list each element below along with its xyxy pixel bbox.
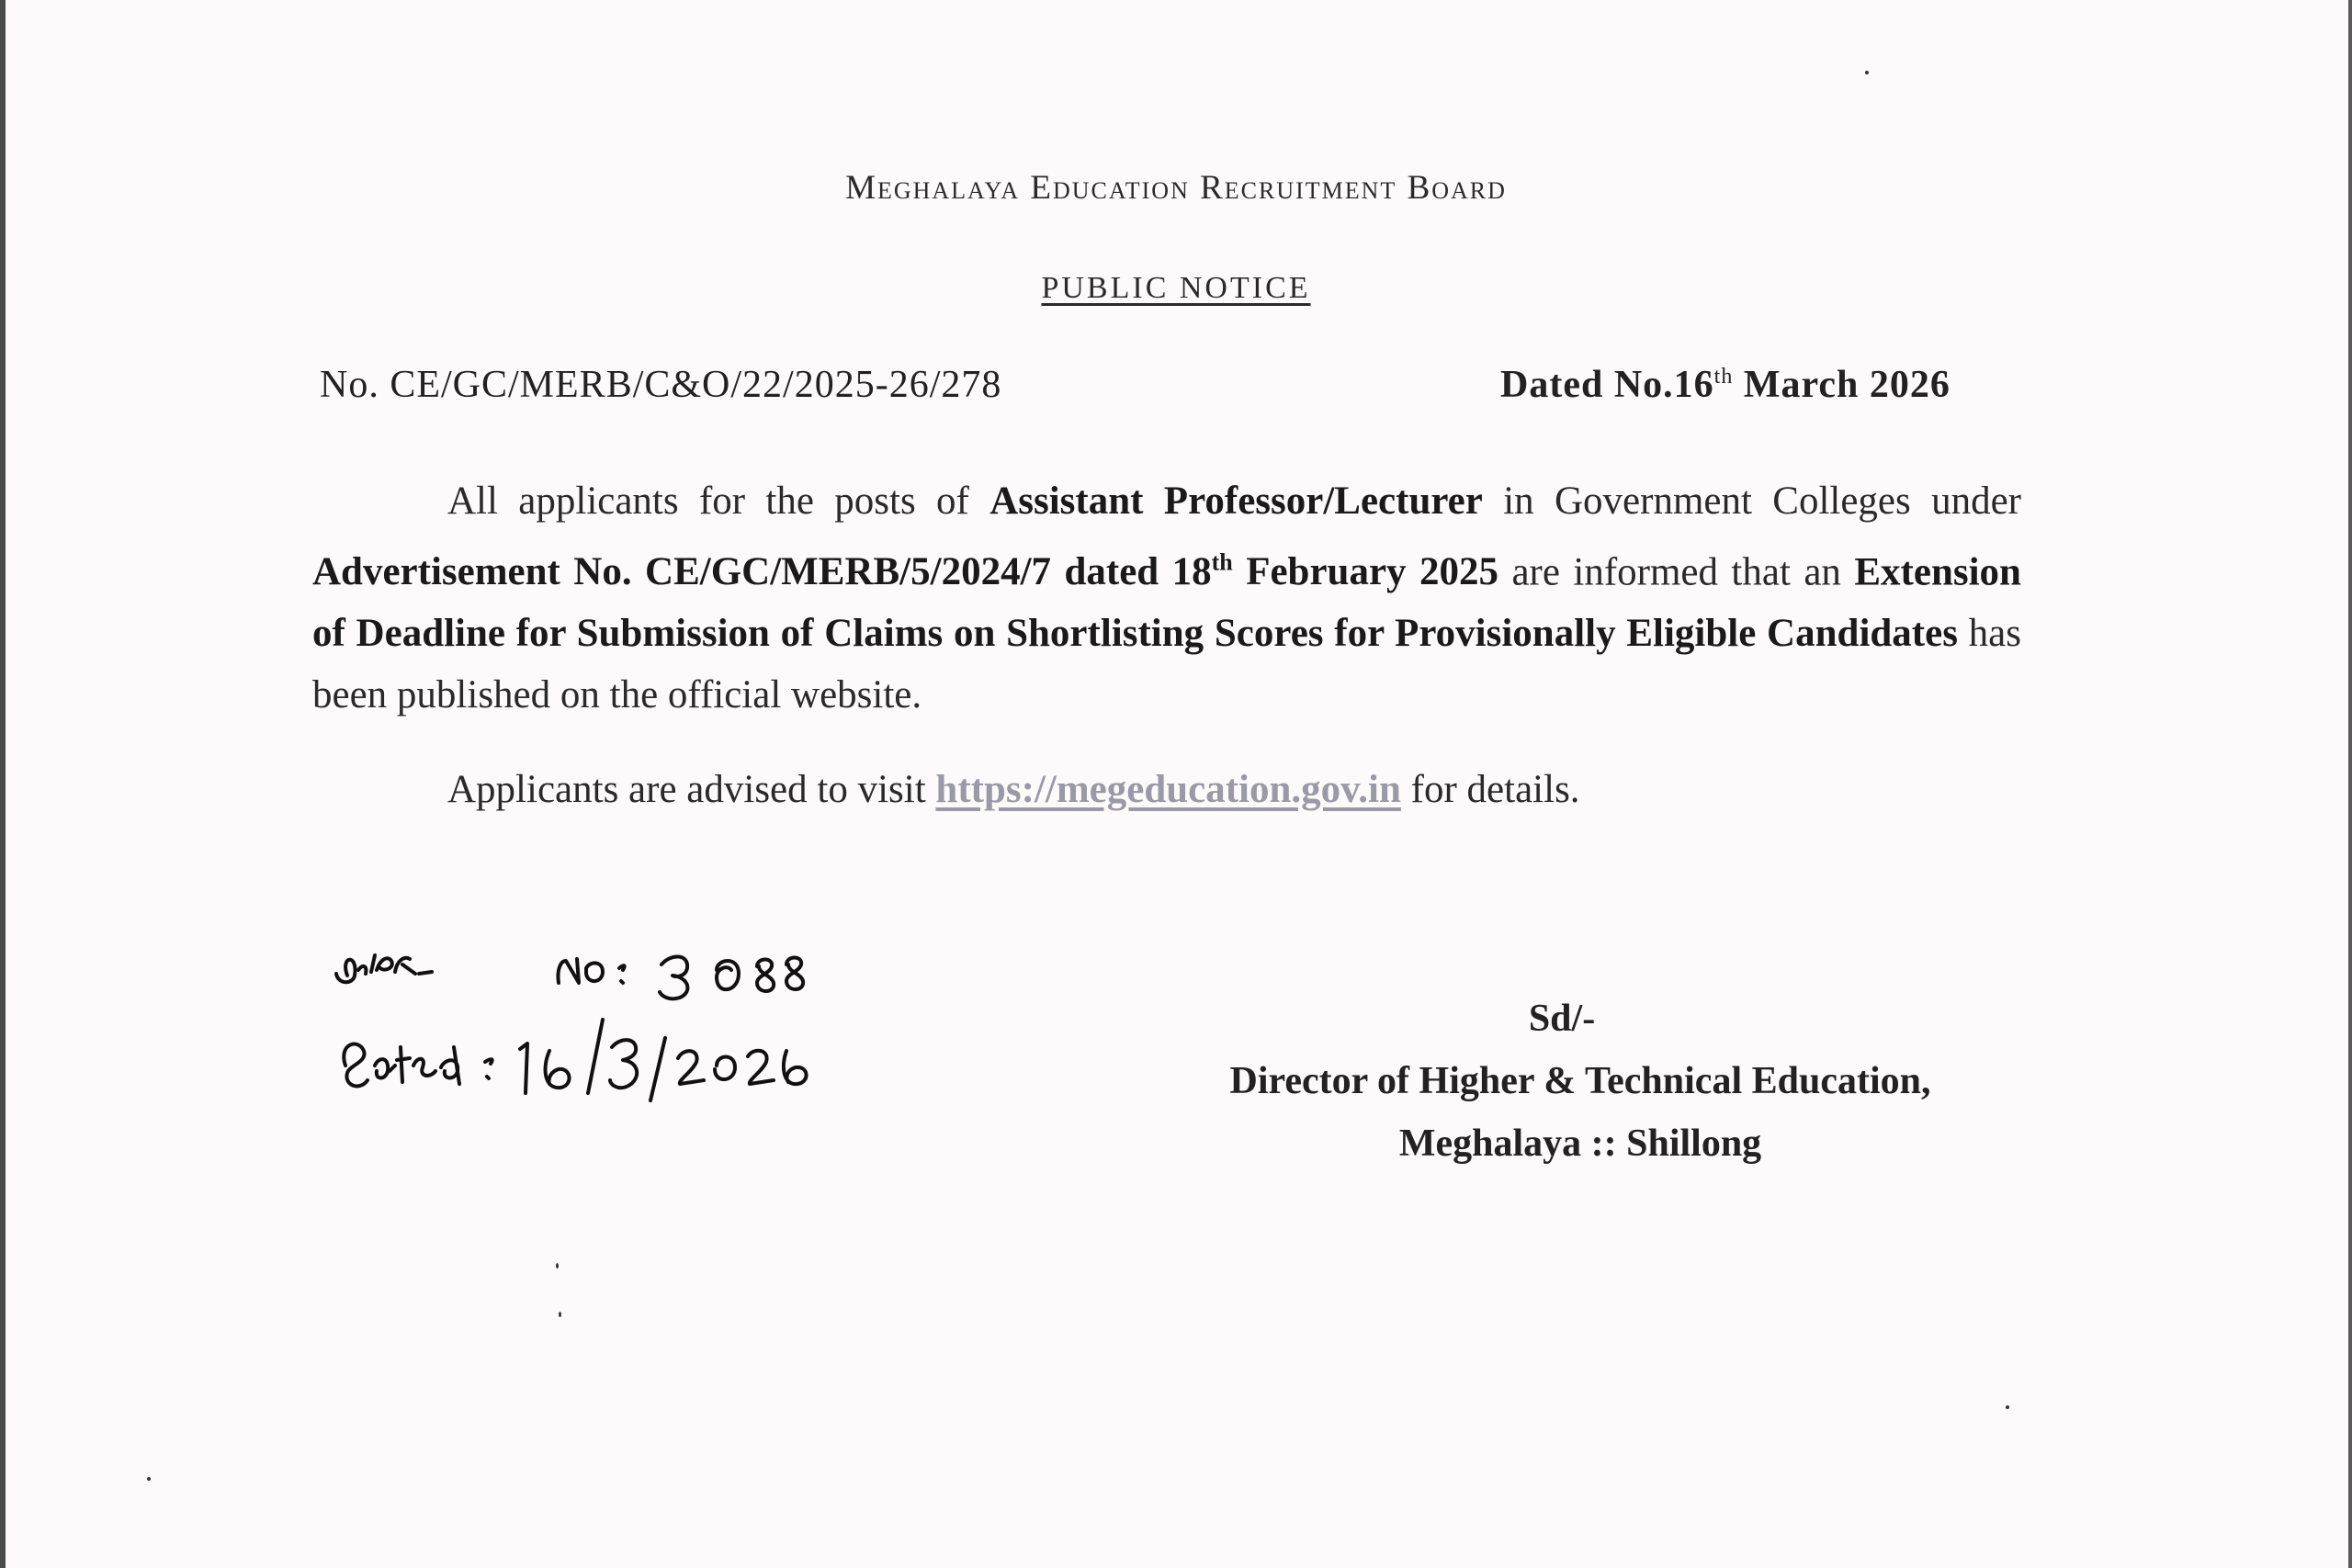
post-name: Assistant Professor/Lecturer (989, 479, 1483, 523)
reference-date (1500, 363, 1951, 407)
website-link[interactable]: https://megeducation.gov.in (935, 768, 1401, 811)
ordinal: th (1211, 549, 1233, 576)
advertisement-ref (312, 550, 1498, 593)
scan-speck (556, 1263, 559, 1269)
signature-sd: Sd/- (1528, 998, 1596, 1040)
reference-number: No. CE/GC/MERB/C&O/22/2025-26/278 (320, 364, 1002, 406)
notice-paragraph (312, 470, 2021, 726)
scan-speck (1865, 71, 1869, 74)
advice-paragraph (447, 767, 1580, 812)
text: for details. (1400, 768, 1580, 811)
notice-title-text: PUBLIC NOTICE (1041, 271, 1311, 305)
text: All applicants for the posts of (447, 479, 990, 523)
date-suffix: March 2026 (1733, 364, 1951, 406)
date-ordinal: th (1713, 365, 1734, 389)
date-prefix: Dated No.16 (1500, 364, 1714, 406)
organization-name: Meghalaya Education Recruitment Board (845, 169, 1507, 207)
extension-subject: Extension of Deadline for Submission of Claims on Shortlisting Scores for Provisionally Eligible Candidates (312, 550, 2021, 656)
text: has been published on the official website. (312, 612, 2021, 717)
handwritten-dipr-note (331, 928, 992, 1167)
advertisement-text: Advertisement No. CE/GC/MERB/5/2024/7 dated 18 (312, 550, 1212, 594)
advertisement-year: February 2025 (1232, 550, 1498, 594)
text: Applicants are advised to visit (447, 768, 936, 811)
notice-title (0, 271, 2352, 306)
scan-speck (559, 1312, 561, 1317)
signatory-title: Director of Higher & Technical Education, (1229, 1060, 1931, 1102)
scan-edge-right (2348, 0, 2352, 1568)
signatory-location: Meghalaya :: Shillong (1398, 1122, 1762, 1165)
scan-speck (2006, 1405, 2009, 1409)
scan-speck (147, 1477, 151, 1481)
text: in Government Colleges under (1482, 479, 2021, 523)
text: are informed that an (1498, 550, 1855, 594)
scan-edge-left (0, 0, 6, 1568)
signature-block (1139, 987, 2021, 1175)
